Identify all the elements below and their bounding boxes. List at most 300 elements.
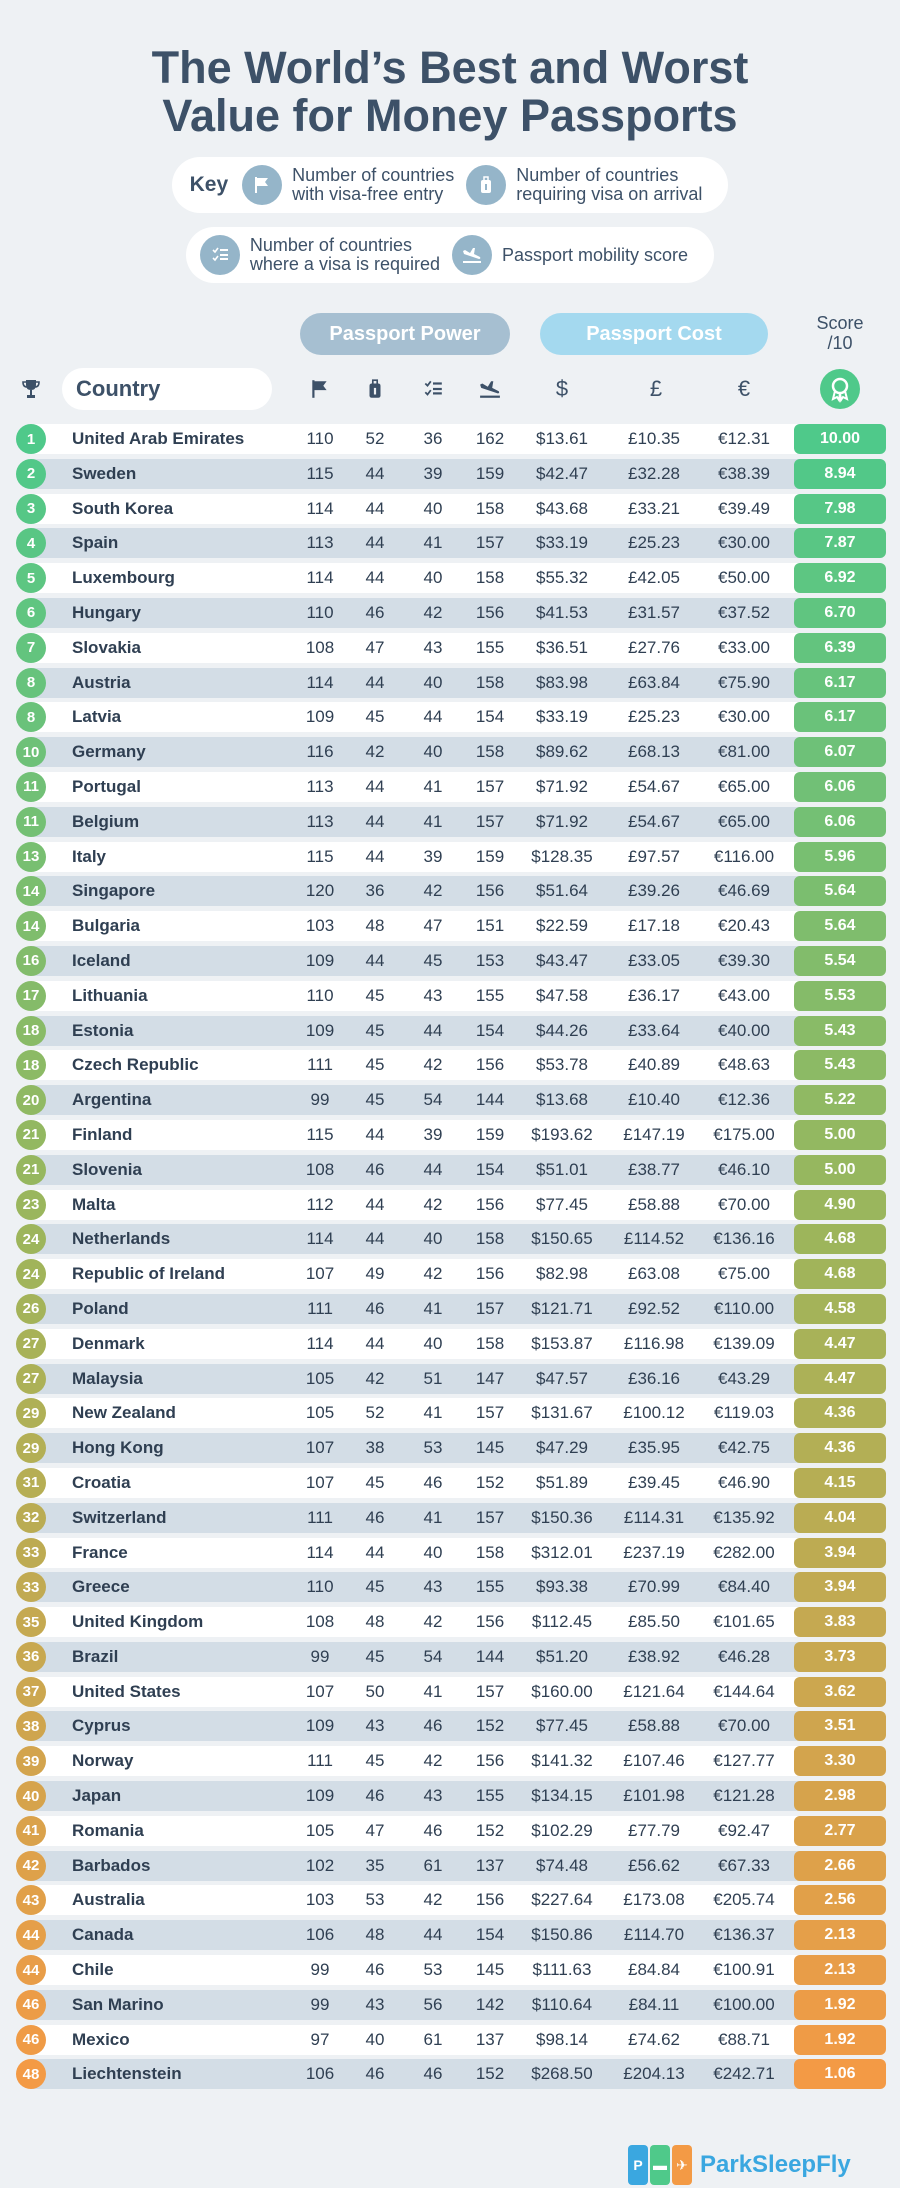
key-item-visa-free: Number of countries with visa-free entry — [242, 165, 454, 205]
country-name: Croatia — [72, 1472, 131, 1492]
visa-on-arrival-cell: 44 — [365, 776, 385, 796]
table-row — [0, 1259, 900, 1294]
visa-on-arrival-cell: 45 — [365, 1472, 385, 1492]
rank-badge: 42 — [16, 1851, 46, 1881]
usd-cell: $77.45 — [536, 1194, 588, 1214]
visa-free-cell: 113 — [306, 811, 334, 831]
score-badge: 3.94 — [794, 1572, 886, 1602]
usd-cell: $150.86 — [531, 1925, 593, 1945]
score-badge: 6.06 — [794, 807, 886, 837]
visa-on-arrival-cell: 53 — [365, 1890, 385, 1910]
visa-on-arrival-cell: 35 — [365, 1855, 385, 1875]
country-name: Chile — [72, 1960, 114, 1980]
score-badge: 4.15 — [794, 1468, 886, 1498]
table-row — [0, 2025, 900, 2060]
rank-badge: 33 — [16, 1572, 46, 1602]
trophy-icon — [14, 368, 48, 410]
visa-on-arrival-cell: 45 — [365, 1020, 385, 1040]
mobility-cell: 158 — [475, 1542, 505, 1562]
score-badge: 6.70 — [794, 598, 886, 628]
gbp-cell: £25.23 — [628, 707, 680, 727]
table-row — [0, 598, 900, 633]
eur-cell: €12.31 — [718, 429, 770, 448]
usd-cell: $141.32 — [531, 1751, 593, 1771]
rank-badge: 5 — [16, 563, 46, 593]
column-header-row — [0, 368, 900, 412]
table-row — [0, 1364, 900, 1399]
visa-required-cell: 46 — [423, 1820, 443, 1840]
visa-free-cell: 114 — [306, 1542, 334, 1562]
country-name: Australia — [72, 1890, 145, 1910]
table-row — [0, 1607, 900, 1642]
usd-cell: $77.45 — [536, 1716, 588, 1736]
visa-required-cell: 45 — [423, 950, 443, 970]
gbp-cell: £56.62 — [628, 1855, 680, 1875]
country-name: Slovenia — [72, 1159, 142, 1179]
visa-on-arrival-cell: 44 — [365, 1542, 385, 1562]
usd-cell: $98.14 — [536, 2029, 588, 2049]
table-row — [0, 702, 900, 737]
usd-cell: $13.68 — [536, 1090, 588, 1110]
visa-required-cell: 43 — [423, 637, 443, 657]
table-row — [0, 668, 900, 703]
country-name: Barbados — [72, 1855, 151, 1875]
rank-badge: 32 — [16, 1503, 46, 1533]
visa-required-cell: 54 — [423, 1646, 443, 1666]
visa-free-cell: 109 — [305, 1716, 335, 1736]
score-badge: 5.53 — [794, 981, 886, 1011]
score-badge: 6.07 — [794, 737, 886, 767]
gbp-cell: £33.64 — [628, 1020, 680, 1040]
visa-free-cell: 109 — [305, 707, 335, 727]
rank-badge: 13 — [16, 842, 46, 872]
table-row — [0, 1990, 900, 2025]
visa-free-cell: 103 — [305, 1890, 335, 1910]
mobility-cell: 155 — [475, 985, 505, 1005]
visa-required-cell: 40 — [423, 568, 443, 588]
gbp-cell: £77.79 — [628, 1820, 680, 1840]
score-badge: 6.92 — [794, 563, 886, 593]
mobility-cell: 154 — [475, 707, 505, 727]
mobility-cell: 157 — [475, 533, 505, 553]
rank-badge: 39 — [16, 1746, 46, 1776]
mobility-cell: 159 — [475, 463, 505, 483]
usd-cell: $134.15 — [531, 1786, 593, 1806]
visa-on-arrival-cell: 44 — [365, 568, 385, 588]
eur-cell: €20.43 — [718, 916, 770, 936]
mobility-cell: 142 — [475, 1994, 505, 2014]
usd-cell: $51.64 — [536, 881, 588, 901]
rank-badge: 27 — [16, 1364, 46, 1394]
gbp-cell: £58.88 — [628, 1716, 680, 1736]
country-name: Austria — [72, 672, 131, 692]
visa-free-cell: 102 — [305, 1855, 335, 1875]
score-badge: 5.43 — [794, 1050, 886, 1080]
eur-cell: €81.00 — [718, 742, 770, 762]
score-badge: 5.96 — [794, 842, 886, 872]
eur-cell: €37.52 — [718, 602, 770, 622]
score-badge: 3.30 — [794, 1746, 886, 1776]
table-row — [0, 633, 900, 668]
usd-column-header: $ — [555, 376, 569, 401]
visa-required-cell: 42 — [423, 1890, 443, 1910]
gbp-cell: £17.18 — [628, 916, 680, 936]
visa-required-cell: 41 — [423, 1298, 443, 1318]
mobility-cell: 156 — [475, 1055, 505, 1075]
visa-required-cell: 41 — [423, 533, 443, 553]
usd-cell: $110.64 — [531, 1994, 593, 2014]
mobility-cell: 152 — [475, 1820, 505, 1840]
usd-cell: $102.29 — [531, 1820, 593, 1840]
visa-on-arrival-cell: 49 — [365, 1264, 385, 1284]
rank-badge: 43 — [16, 1885, 46, 1915]
rank-badge: 38 — [16, 1711, 46, 1741]
visa-required-cell: 42 — [423, 1055, 443, 1075]
visa-on-arrival-cell: 46 — [365, 2064, 385, 2084]
score-badge: 5.43 — [794, 1016, 886, 1046]
table-row — [0, 1190, 900, 1225]
rank-badge: 24 — [16, 1259, 46, 1289]
table-row — [0, 911, 900, 946]
visa-free-cell: 109 — [305, 950, 335, 970]
eur-cell: €40.00 — [718, 1020, 770, 1040]
visa-required-cell: 42 — [423, 1194, 443, 1214]
visa-required-cell: 42 — [423, 1751, 443, 1771]
visa-free-cell: 116 — [306, 742, 334, 762]
country-name: Luxembourg — [72, 568, 175, 588]
gbp-cell: £68.13 — [628, 742, 680, 762]
score-badge: 2.98 — [794, 1781, 886, 1811]
country-name: Cyprus — [72, 1716, 131, 1736]
visa-on-arrival-cell: 42 — [365, 1368, 385, 1388]
visa-on-arrival-cell: 46 — [365, 1298, 385, 1318]
visa-free-cell: 108 — [305, 1612, 335, 1632]
country-name: Poland — [72, 1298, 129, 1318]
eur-cell: €88.71 — [718, 2029, 770, 2049]
visa-on-arrival-cell: 43 — [365, 1716, 385, 1736]
eur-cell: €116.00 — [713, 846, 775, 866]
country-name: Denmark — [72, 1333, 145, 1353]
flag-icon — [242, 165, 282, 205]
score-badge: 6.17 — [794, 668, 886, 698]
score-badge: 4.47 — [794, 1329, 886, 1359]
visa-free-cell: 108 — [305, 1159, 335, 1179]
score-badge: 4.36 — [794, 1433, 886, 1463]
usd-cell: $47.29 — [536, 1438, 588, 1458]
eur-cell: €33.00 — [718, 637, 770, 657]
rank-badge: 14 — [16, 876, 46, 906]
visa-free-cell: 114 — [306, 1333, 334, 1353]
usd-cell: $33.19 — [536, 533, 588, 553]
visa-free-cell: 111 — [307, 1298, 333, 1318]
key-pill-1 — [172, 157, 729, 213]
country-name: United Arab Emirates — [72, 429, 245, 448]
table-row — [0, 1503, 900, 1538]
score-badge: 4.47 — [794, 1364, 886, 1394]
country-name: Malaysia — [72, 1368, 143, 1388]
rank-badge: 29 — [16, 1433, 46, 1463]
rank-badge: 3 — [16, 494, 46, 524]
visa-required-cell: 43 — [423, 1577, 443, 1597]
gbp-column-header: £ — [649, 376, 663, 401]
mobility-cell: 162 — [475, 429, 505, 448]
gbp-cell: £27.76 — [628, 637, 680, 657]
table-row — [0, 1433, 900, 1468]
visa-free-cell: 109 — [305, 1786, 335, 1806]
country-name: Estonia — [72, 1020, 134, 1040]
usd-cell: $47.58 — [536, 985, 588, 1005]
mobility-cell: 156 — [475, 1194, 505, 1214]
country-name: Portugal — [72, 776, 141, 796]
score-badge: 7.87 — [794, 528, 886, 558]
country-name: Hong Kong — [72, 1438, 164, 1458]
visa-free-cell: 111 — [307, 1507, 333, 1527]
score-header: Score /10 — [816, 313, 864, 353]
eur-cell: €43.29 — [718, 1368, 770, 1388]
visa-free-cell: 114 — [306, 1229, 334, 1249]
score-badge: 4.58 — [794, 1294, 886, 1324]
country-name: Italy — [72, 846, 107, 866]
visa-free-cell: 115 — [306, 846, 334, 866]
score-badge: 8.94 — [794, 459, 886, 489]
visa-on-arrival-cell: 46 — [365, 602, 385, 622]
usd-cell: $74.48 — [536, 1855, 588, 1875]
country-name: France — [72, 1542, 128, 1562]
table-row — [0, 1642, 900, 1677]
score-badge: 3.94 — [794, 1538, 886, 1568]
mobility-cell: 156 — [475, 602, 505, 622]
mobility-cell: 153 — [475, 950, 505, 970]
visa-on-arrival-cell: 48 — [365, 1612, 385, 1632]
score-badge: 7.98 — [794, 494, 886, 524]
eur-cell: €65.00 — [718, 811, 770, 831]
rank-badge: 18 — [16, 1050, 46, 1080]
page-title: The World’s Best and Worst Value for Money Passports — [151, 42, 749, 141]
table-row — [0, 1398, 900, 1433]
visa-on-arrival-cell: 45 — [365, 1055, 385, 1075]
visa-required-cell: 46 — [423, 2064, 443, 2084]
eur-cell: €39.49 — [718, 498, 770, 518]
visa-required-cell: 56 — [423, 1994, 443, 2014]
gbp-cell: £10.40 — [628, 1090, 680, 1110]
visa-on-arrival-cell: 46 — [365, 1507, 385, 1527]
mobility-cell: 157 — [475, 1681, 505, 1701]
eur-cell: €75.00 — [718, 1264, 770, 1284]
rank-badge: 14 — [16, 911, 46, 941]
key-label: Key — [189, 173, 229, 196]
visa-on-arrival-cell: 45 — [365, 707, 385, 727]
usd-cell: $44.26 — [536, 1020, 588, 1040]
visa-required-cell: 41 — [423, 1681, 443, 1701]
table-row — [0, 876, 900, 911]
visa-required-cell: 42 — [423, 881, 443, 901]
visa-required-cell: 43 — [423, 985, 443, 1005]
country-name: Brazil — [72, 1646, 119, 1666]
gbp-cell: £237.19 — [623, 1542, 685, 1562]
usd-cell: $131.67 — [531, 1403, 593, 1423]
visa-on-arrival-cell: 44 — [365, 463, 385, 483]
table-row — [0, 1920, 900, 1955]
score-badge: 5.64 — [794, 876, 886, 906]
mobility-cell: 158 — [475, 672, 505, 692]
country-name: Bulgaria — [72, 916, 141, 936]
country-name: Netherlands — [72, 1229, 171, 1249]
country-name: South Korea — [72, 498, 174, 518]
rank-badge: 46 — [16, 1990, 46, 2020]
table-row — [0, 1294, 900, 1329]
visa-free-cell: 99 — [310, 1960, 330, 1980]
mobility-cell: 152 — [475, 1472, 505, 1492]
mobility-cell: 144 — [475, 1646, 505, 1666]
rank-badge: 11 — [16, 807, 46, 837]
visa-required-cell: 40 — [423, 1333, 443, 1353]
score-badge: 4.68 — [794, 1224, 886, 1254]
visa-on-arrival-cell: 45 — [365, 1577, 385, 1597]
visa-on-arrival-cell: 44 — [365, 1333, 385, 1353]
gbp-cell: £84.84 — [628, 1960, 680, 1980]
gbp-cell: £107.46 — [623, 1751, 685, 1771]
plane-landing-icon — [470, 368, 510, 410]
table-row — [0, 1224, 900, 1259]
score-badge: 4.36 — [794, 1398, 886, 1428]
gbp-cell: £54.67 — [628, 811, 680, 831]
eur-cell: €205.74 — [713, 1890, 775, 1910]
eur-cell: €121.28 — [713, 1786, 775, 1806]
gbp-cell: £39.26 — [628, 881, 680, 901]
eur-cell: €46.28 — [718, 1646, 770, 1666]
visa-free-cell: 107 — [305, 1438, 335, 1458]
country-name: Hungary — [72, 602, 141, 622]
key-item-mobility: Passport mobility score — [452, 235, 688, 275]
visa-on-arrival-cell: 44 — [365, 1124, 385, 1144]
score-badge: 3.83 — [794, 1607, 886, 1637]
table-row — [0, 494, 900, 529]
visa-free-cell: 108 — [305, 637, 335, 657]
country-name: United Kingdom — [72, 1612, 204, 1632]
visa-required-cell: 39 — [423, 846, 443, 866]
eur-cell: €12.36 — [718, 1090, 770, 1110]
score-badge: 1.92 — [794, 2025, 886, 2055]
table-row — [0, 1572, 900, 1607]
rank-badge: 27 — [16, 1329, 46, 1359]
gbp-cell: £114.70 — [623, 1925, 685, 1945]
visa-required-cell: 44 — [423, 1925, 443, 1945]
visa-free-cell: 97 — [310, 2029, 330, 2049]
key-item-visa-required: Number of countries where a visa is required — [200, 235, 440, 275]
visa-free-cell: 110 — [306, 429, 334, 448]
mobility-cell: 158 — [475, 742, 505, 762]
gbp-cell: £173.08 — [623, 1890, 685, 1910]
gbp-cell: £25.23 — [628, 533, 680, 553]
rank-badge: 36 — [16, 1642, 46, 1672]
visa-on-arrival-cell: 48 — [365, 1925, 385, 1945]
usd-cell: $150.36 — [531, 1507, 593, 1527]
visa-free-cell: 106 — [305, 2064, 335, 2084]
visa-free-cell: 110 — [306, 985, 334, 1005]
usd-cell: $82.98 — [536, 1264, 588, 1284]
visa-free-cell: 114 — [306, 672, 334, 692]
visa-on-arrival-cell: 46 — [365, 1960, 385, 1980]
table-row — [0, 1468, 900, 1503]
eur-cell: €175.00 — [713, 1124, 775, 1144]
gbp-cell: £114.31 — [623, 1507, 685, 1527]
mobility-cell: 157 — [475, 811, 505, 831]
rank-badge: 10 — [16, 737, 46, 767]
award-icon — [818, 368, 862, 410]
country-name: Singapore — [72, 881, 156, 901]
visa-on-arrival-cell: 45 — [365, 1090, 385, 1110]
score-badge: 10.00 — [794, 424, 886, 454]
gbp-cell: £33.05 — [628, 950, 680, 970]
mobility-cell: 151 — [475, 916, 505, 936]
table-row — [0, 1746, 900, 1781]
visa-on-arrival-cell: 45 — [365, 985, 385, 1005]
mobility-cell: 145 — [475, 1438, 505, 1458]
usd-cell: $51.89 — [536, 1472, 588, 1492]
gbp-cell: £100.12 — [623, 1403, 685, 1423]
country-name: Malta — [72, 1194, 116, 1214]
gbp-cell: £42.05 — [628, 568, 680, 588]
table-row — [0, 1677, 900, 1712]
mobility-cell: 152 — [475, 2064, 505, 2084]
eur-cell: €43.00 — [718, 985, 770, 1005]
mobility-cell: 155 — [475, 1577, 505, 1597]
visa-required-cell: 53 — [423, 1438, 443, 1458]
score-badge: 6.39 — [794, 633, 886, 663]
visa-free-cell: 99 — [310, 1994, 330, 2014]
gbp-cell: £74.62 — [628, 2029, 680, 2049]
table-row — [0, 459, 900, 494]
usd-cell: $36.51 — [536, 637, 588, 657]
flag-icon — [302, 368, 338, 410]
visa-required-cell: 47 — [423, 916, 443, 936]
passport-power-header: Passport Power — [300, 313, 510, 355]
country-name: Republic of Ireland — [72, 1264, 226, 1284]
visa-required-cell: 42 — [423, 1612, 443, 1632]
key-item-visa-on-arrival: Number of countries requiring visa on arrival — [466, 165, 702, 205]
table-row — [0, 1120, 900, 1155]
rank-badge: 37 — [16, 1677, 46, 1707]
table-row — [0, 1885, 900, 1920]
usd-cell: $71.92 — [536, 776, 588, 796]
table-row — [0, 842, 900, 877]
checklist-icon — [415, 368, 451, 410]
visa-free-cell: 105 — [305, 1403, 335, 1423]
rank-badge: 8 — [16, 702, 46, 732]
rank-badge: 16 — [16, 946, 46, 976]
mobility-cell: 157 — [475, 1298, 505, 1318]
eur-cell: €136.16 — [713, 1229, 775, 1249]
visa-free-cell: 114 — [306, 568, 334, 588]
eur-cell: €48.63 — [718, 1055, 770, 1075]
country-name: Lithuania — [72, 985, 148, 1005]
eur-cell: €46.90 — [718, 1472, 770, 1492]
usd-cell: $41.53 — [536, 602, 588, 622]
table-row — [0, 737, 900, 772]
usd-cell: $128.35 — [531, 846, 593, 866]
eur-cell: €100.00 — [713, 1994, 775, 2014]
table-row — [0, 1155, 900, 1190]
visa-on-arrival-cell: 36 — [365, 881, 385, 901]
eur-cell: €38.39 — [718, 463, 770, 483]
visa-required-cell: 40 — [423, 1229, 443, 1249]
usd-cell: $43.68 — [536, 498, 588, 518]
country-name: Switzerland — [72, 1507, 167, 1527]
gbp-cell: £92.52 — [628, 1298, 680, 1318]
rank-badge: 24 — [16, 1224, 46, 1254]
usd-cell: $55.32 — [536, 568, 588, 588]
visa-free-cell: 99 — [310, 1090, 330, 1110]
